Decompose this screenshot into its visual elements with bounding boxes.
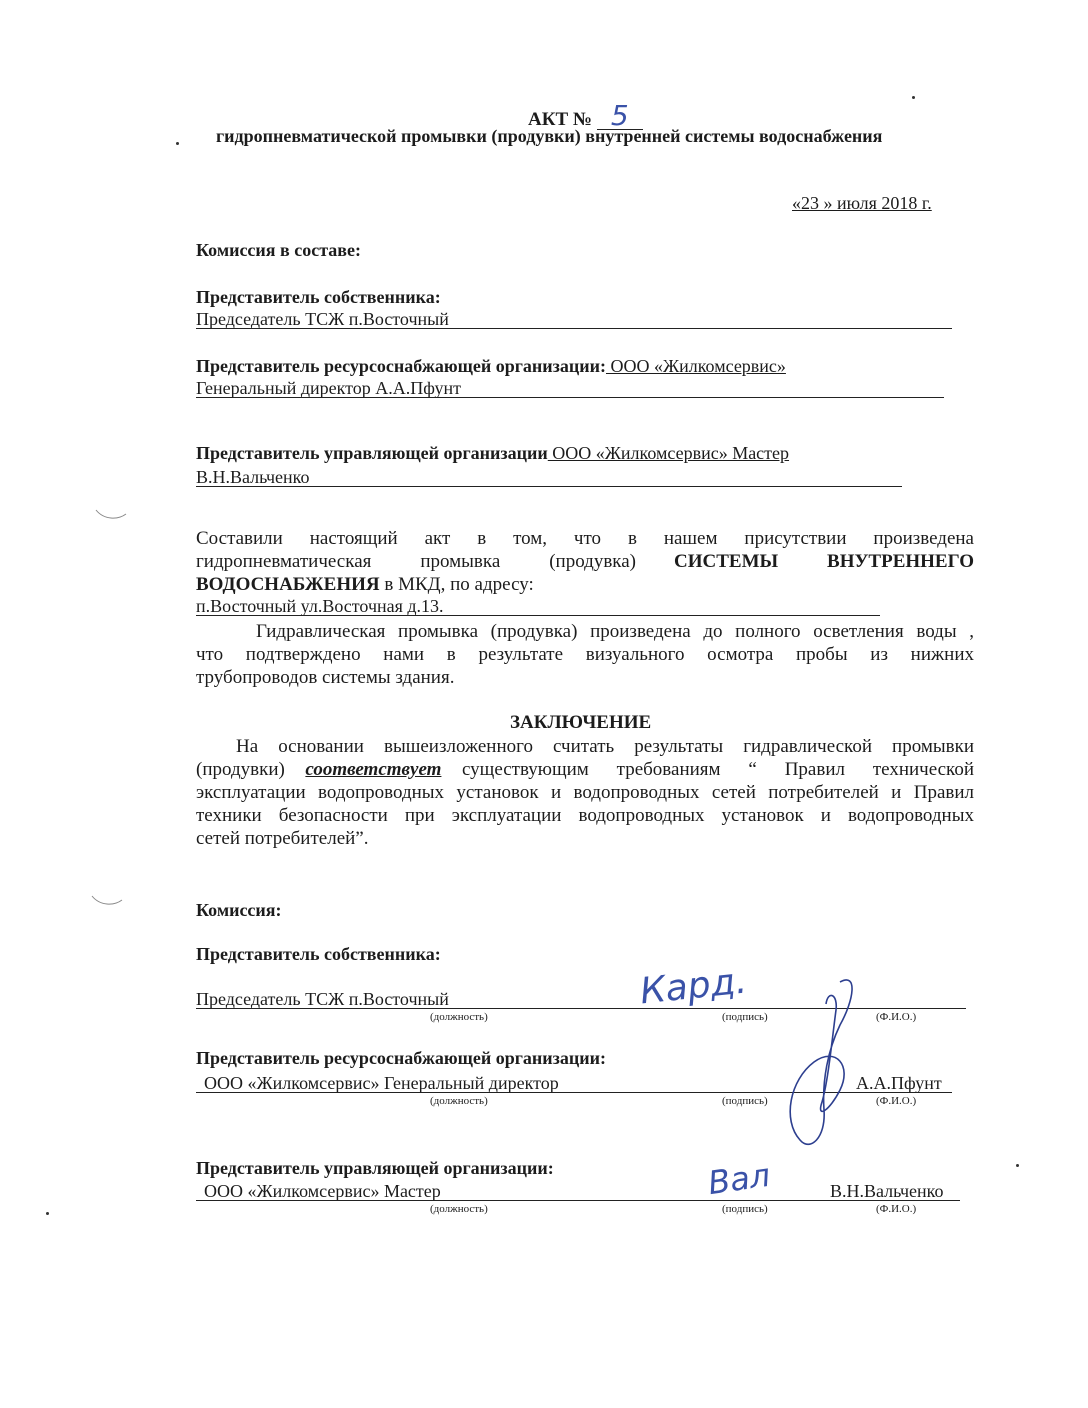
sig-owner-position: Председатель ТСЖ п.Восточный	[196, 989, 449, 1009]
caption-signature: (подпись)	[722, 1203, 768, 1215]
scan-speck	[46, 1212, 49, 1215]
act-title: АКТ № 5	[528, 103, 643, 131]
resource-line: Представитель ресурсоснабжающей организации: ООО «Жилкомсервис»	[196, 356, 786, 376]
sig-resource-position: ООО «Жилкомсервис» Генеральный директор	[204, 1073, 559, 1093]
punch-hole-mark	[94, 506, 128, 522]
caption-fio: (Ф.И.О.)	[876, 1203, 917, 1215]
scan-speck	[912, 96, 915, 99]
sig-mgmt-heading: Представитель управляющей организации:	[196, 1158, 554, 1178]
act-number: 5	[597, 103, 643, 130]
conclusion-emphasis: соответствует	[305, 759, 442, 780]
body-paragraph-1	[196, 527, 974, 596]
address: п.Восточный ул.Восточная д.13.	[196, 596, 444, 616]
sig-mgmt-name: В.Н.Вальченко	[830, 1181, 944, 1201]
scan-speck	[1016, 1164, 1019, 1167]
conclusion-paragraph: На основании вышеизложенного считать результаты гидравлической промывки (продувки) соответствует существующим требованиям “ Правил технической эксплуатации водопроводных установок и водопроводных сетей потребителей и Правил техники безопасности при эксплуатации водопроводных установок и водопроводных сетей потребителей”.	[196, 736, 974, 849]
owner-signature: Кард.	[638, 960, 749, 1013]
address-underline	[196, 615, 880, 616]
scan-speck	[176, 142, 179, 145]
resource-value: Генеральный директор А.А.Пфунт	[196, 378, 461, 398]
sig-owner-heading: Представитель собственника:	[196, 944, 441, 964]
mgmt-line: Представитель управляющей организации ООО «Жилкомсервис» Мастер	[196, 443, 790, 463]
resource-signature	[770, 970, 870, 1160]
signatures-heading: Комиссия:	[196, 900, 282, 920]
caption-fio: (Ф.И.О.)	[876, 1095, 917, 1107]
owner-value: Председатель ТСЖ п.Восточный	[196, 309, 449, 329]
resource-underline	[196, 397, 944, 398]
punch-hole-mark	[90, 892, 124, 908]
conclusion-heading: ЗАКЛЮЧЕНИЕ	[510, 712, 652, 733]
mgmt-underline	[196, 486, 902, 487]
sig-resource-name: А.А.Пфунт	[856, 1073, 942, 1093]
caption-position: (должность)	[430, 1095, 488, 1107]
caption-position: (должность)	[430, 1011, 488, 1023]
sig-mgmt-line	[196, 1200, 960, 1201]
caption-position: (должность)	[430, 1203, 488, 1215]
body-paragraph-2: Гидравлическая промывка (продувка) произведена до полного осветления воды , что подтверждено нами в результате визуального осмотра пробы из нижних трубопроводов системы здания.	[196, 621, 974, 688]
act-date: «23 » июля 2018 г.	[792, 193, 932, 213]
sig-mgmt-position: ООО «Жилкомсервис» Мастер	[204, 1181, 441, 1201]
mgmt-value: В.Н.Вальченко	[196, 467, 310, 487]
act-subtitle: гидропневматической промывки (продувки) внутренней системы водоснабжения	[216, 126, 883, 146]
caption-signature: (подпись)	[722, 1011, 768, 1023]
mgmt-signature: Вал	[705, 1155, 773, 1203]
owner-underline	[196, 328, 952, 329]
caption-fio: (Ф.И.О.)	[876, 1011, 917, 1023]
commission-heading: Комиссия в составе:	[196, 240, 361, 260]
caption-signature: (подпись)	[722, 1095, 768, 1107]
sig-resource-heading: Представитель ресурсоснабжающей организации:	[196, 1048, 606, 1068]
p1-line2: гидропневматическая промывка (продувка) СИСТЕМЫ ВНУТРЕННЕГО	[196, 551, 974, 572]
owner-heading: Представитель собственника:	[196, 287, 441, 307]
p1-line1: Составили настоящий акт в том, что в нашем присутствии произведена	[196, 528, 974, 549]
p1-line3: ВОДОСНАБЖЕНИЯ в МКД, по адресу:	[196, 574, 534, 595]
